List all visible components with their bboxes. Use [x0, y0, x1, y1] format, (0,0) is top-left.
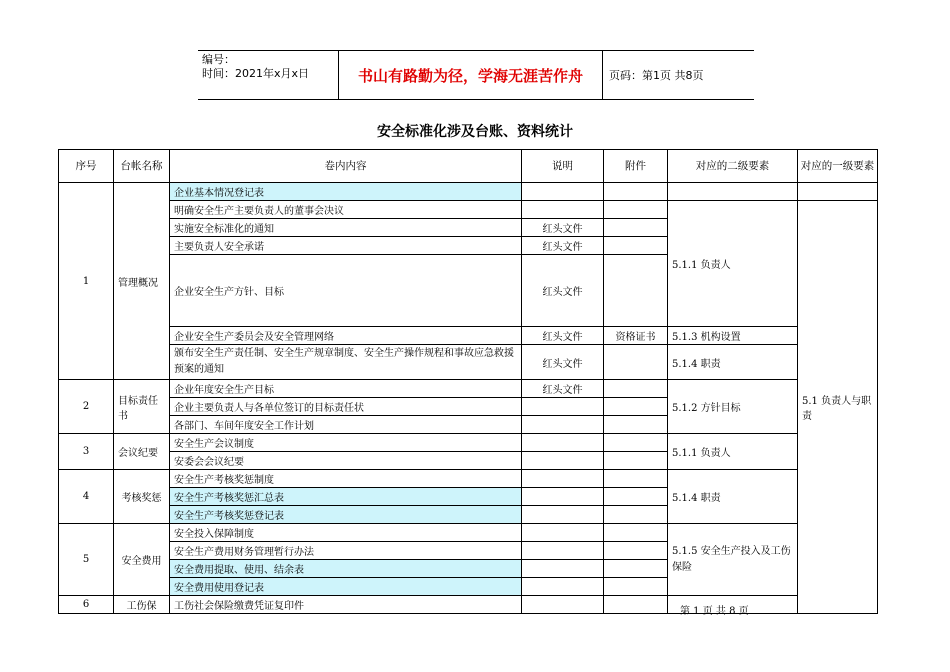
ledger-name: 会议纪要 [114, 434, 170, 470]
col-header-level1: 对应的一级要素 [798, 150, 878, 183]
attachment-cell [604, 542, 668, 560]
note-cell [522, 452, 604, 470]
level2-cell: 5.1.1 负责人 [668, 434, 798, 470]
note-cell: 红头文件 [522, 255, 604, 327]
attachment-cell [604, 452, 668, 470]
attachment-cell [604, 255, 668, 327]
content-cell: 各部门、车间年度安全工作计划 [170, 416, 522, 434]
ledger-name: 目标责任书 [114, 380, 170, 434]
attachment-cell [604, 596, 668, 614]
row-number: 1 [59, 183, 114, 380]
document-header [198, 50, 754, 100]
attachment-cell [604, 237, 668, 255]
content-cell: 安全费用提取、使用、结余表 [170, 560, 522, 578]
content-cell: 明确安全生产主要负责人的董事会决议 [170, 201, 522, 219]
row-number: 4 [59, 470, 114, 524]
level2-cell: 5.1.4 职责 [668, 345, 798, 380]
note-cell [522, 470, 604, 488]
table-row [59, 470, 878, 488]
table-row [59, 183, 878, 201]
level1-cell: 5.1 负责人与职责 [798, 201, 878, 614]
attachment-cell [604, 434, 668, 452]
col-header-note: 说明 [522, 150, 604, 183]
note-cell [522, 578, 604, 596]
note-cell: 红头文件 [522, 327, 604, 345]
header-meta [198, 51, 339, 99]
note-cell [522, 201, 604, 219]
page-label: 页码：第1页 共8页 [609, 69, 704, 82]
document-title: 安全标准化涉及台账、资料统计 [377, 124, 573, 140]
table-row [59, 434, 878, 452]
note-cell: 红头文件 [522, 219, 604, 237]
attachment-cell [604, 578, 668, 596]
table-row [59, 327, 878, 345]
content-cell: 实施安全标准化的通知 [170, 219, 522, 237]
row-number: 6 [59, 596, 114, 614]
level2-cell: 5.1.2 方针目标 [668, 380, 798, 434]
level2-cell: 5.1.3 机构设置 [668, 327, 798, 345]
attachment-cell [604, 506, 668, 524]
table-row [59, 201, 878, 219]
content-cell: 安全生产考核奖惩制度 [170, 470, 522, 488]
note-cell [522, 596, 604, 614]
note-cell [522, 434, 604, 452]
level1-cell [798, 183, 878, 201]
time-label: 时间：2021年x月x日 [202, 67, 310, 80]
note-cell [522, 506, 604, 524]
content-cell: 安全投入保障制度 [170, 524, 522, 542]
content-cell: 安全生产费用财务管理暂行办法 [170, 542, 522, 560]
ledger-name: 考核奖惩 [114, 470, 170, 524]
row-number: 2 [59, 380, 114, 434]
content-cell: 企业年度安全生产目标 [170, 380, 522, 398]
level2-cell: 5.1.5 安全生产投入及工伤保险 [668, 524, 798, 596]
attachment-cell [604, 380, 668, 398]
table-row [59, 380, 878, 398]
content-cell: 安全生产考核奖惩登记表 [170, 506, 522, 524]
content-cell: 工伤社会保险缴费凭证复印件 [170, 596, 522, 614]
attachment-cell [604, 398, 668, 416]
content-cell: 企业安全生产方针、目标 [170, 255, 522, 327]
ledger-name: 管理概况 [114, 183, 170, 380]
col-header-no: 序号 [59, 150, 114, 183]
attachment-cell [604, 416, 668, 434]
col-header-name: 台帐名称 [114, 150, 170, 183]
attachment-cell [604, 524, 668, 542]
note-cell [522, 398, 604, 416]
col-header-content: 卷内内容 [170, 150, 522, 183]
content-cell: 企业主要负责人与各单位签订的目标责任状 [170, 398, 522, 416]
row-number: 5 [59, 524, 114, 596]
ledger-name: 安全费用 [114, 524, 170, 596]
table-header-row [59, 150, 878, 183]
number-label: 编号： [202, 53, 235, 66]
level2-cell [668, 183, 798, 201]
content-cell: 企业基本情况登记表 [170, 183, 522, 201]
content-cell: 安全生产考核奖惩汇总表 [170, 488, 522, 506]
attachment-cell [604, 470, 668, 488]
note-cell [522, 183, 604, 201]
note-cell: 红头文件 [522, 237, 604, 255]
table-row [59, 596, 878, 614]
content-cell: 安全费用使用登记表 [170, 578, 522, 596]
note-cell [522, 524, 604, 542]
table-row [59, 524, 878, 542]
table-row [59, 345, 878, 380]
col-header-level2: 对应的二级要素 [668, 150, 798, 183]
content-cell: 企业安全生产委员会及安全管理网络 [170, 327, 522, 345]
note-cell [522, 416, 604, 434]
level2-cell: 5.1.1 负责人 [668, 201, 798, 327]
level2-cell: 5.1.4 职责 [668, 470, 798, 524]
content-cell: 安委会会议纪要 [170, 452, 522, 470]
attachment-cell: 资格证书 [604, 327, 668, 345]
attachment-cell [604, 560, 668, 578]
ledger-table [58, 149, 878, 614]
slogan: 书山有路勤为径，学海无涯苦作舟 [339, 51, 603, 99]
content-cell: 主要负责人安全承诺 [170, 237, 522, 255]
note-cell: 红头文件 [522, 380, 604, 398]
note-cell [522, 488, 604, 506]
attachment-cell [604, 488, 668, 506]
ledger-name: 工伤保 [114, 596, 170, 614]
attachment-cell [604, 219, 668, 237]
row-number: 3 [59, 434, 114, 470]
attachment-cell [604, 183, 668, 201]
note-cell [522, 542, 604, 560]
col-header-attachment: 附件 [604, 150, 668, 183]
note-cell [522, 560, 604, 578]
attachment-cell [604, 201, 668, 219]
content-cell: 安全生产会议制度 [170, 434, 522, 452]
content-cell: 颁布安全生产责任制、安全生产规章制度、安全生产操作规程和事故应急救援预案的通知 [170, 345, 522, 380]
note-cell: 红头文件 [522, 345, 604, 380]
page-footer: 第 1 页 共 8 页 [680, 606, 749, 617]
attachment-cell [604, 345, 668, 380]
